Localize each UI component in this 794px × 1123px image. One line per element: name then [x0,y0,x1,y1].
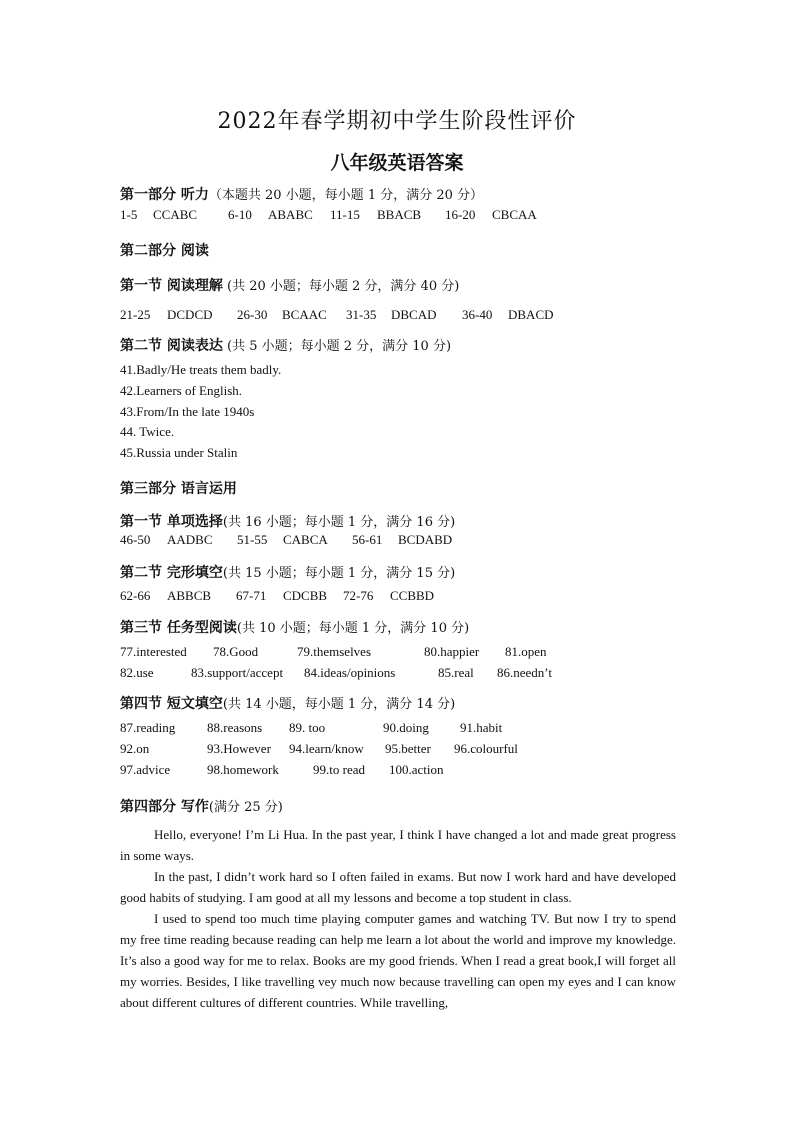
answer-range: 16-20 [445,207,476,222]
part4-title: 第四部分 写作 [120,799,209,815]
part3-sec3-title: 第三节 任务型阅读 [120,620,237,636]
reading-expression-answer: 44. Twice. [120,424,175,439]
part3-heading: 第三部分 语言运用 [120,481,237,497]
cloze-answer: 98.homework [207,762,279,777]
answer-range: 51-55 [237,532,268,547]
answer-key: CDCBB [283,588,328,603]
answer-key: CCABC [153,207,198,222]
part4-heading [120,796,283,816]
part4-note: (满分 25 分) [208,800,283,815]
part2-sec2-note: (共 5 小题；每小题 2 分，满分 10 分) [222,339,452,354]
task-reading-answer: 81.open [505,644,547,659]
answer-range: 36-40 [462,307,493,322]
page-subtitle: 八年级英语答案 [330,152,464,174]
cloze-answer: 89. too [289,720,326,735]
cloze-answer: 93.However [207,741,271,756]
answer-key: BCDABD [398,532,453,547]
answer-key: CCBBD [390,588,435,603]
answer-range: 26-30 [237,307,268,322]
answer-key: AADBC [167,532,213,547]
task-reading-answer: 80.happier [424,644,480,659]
answer-range: 56-61 [352,532,383,547]
answer-key: DBCAD [391,307,437,322]
answer-range: 46-50 [120,532,151,547]
essay-paragraph: I used to spend too much time playing computer games and watching TV. But now I try to spend my free time reading because reading can help me learn a lot about the world and improve my knowledge. It’s also a good way for me to relax. Books are my good friends. When I read a great book,I will forget all my worries. Besides, I like travelling vey much now because travelling can open my eyes and I can know about different cultures of different countries. While travelling, [120,911,676,1010]
part3-sec3-note: (共 10 小题；每小题 1 分，满分 10 分) [236,621,470,636]
part2-sec1-heading [120,275,459,295]
part3-sec2-title: 第二节 完形填空 [120,565,223,581]
task-reading-answer: 77.interested [120,644,187,659]
answer-range: 31-35 [346,307,377,322]
answer-range: 21-25 [120,307,151,322]
part3-sec2-note: (共 15 小题；每小题 1 分，满分 15 分) [222,566,456,581]
answer-range: 67-71 [236,588,267,603]
cloze-answer: 90.doing [383,720,429,735]
part3-sec2-heading [120,562,455,582]
cloze-answer: 99.to read [313,762,365,777]
part3-sec4-note: (共 14 小题，每小题 1 分，满分 14 分) [222,697,456,712]
cloze-answer: 94.learn/know [289,741,364,756]
part2-sec2-title: 第二节 阅读表达 [120,338,223,354]
answer-key: BBACB [377,207,422,222]
task-reading-answer: 82.use [120,665,154,680]
part3-sec1-note: (共 16 小题；每小题 1 分，满分 16 分) [222,515,456,530]
page-title: 2022年春学期初中学生阶段性评价 [217,109,577,134]
part3-sec4-heading [120,693,455,713]
part1-note: （本题共 20 小题，每小题 1 分，满分 20 分） [208,188,484,203]
answer-range: 1-5 [120,207,138,222]
answer-key: CBCAA [492,207,537,222]
answer-range: 11-15 [330,207,360,222]
answer-range: 72-76 [343,588,374,603]
answer-range: 6-10 [228,207,252,222]
cloze-answer: 87.reading [120,720,176,735]
task-reading-answer: 84.ideas/opinions [304,665,396,680]
cloze-answer: 100.action [389,762,444,777]
part3-sec1-heading [120,511,455,531]
reading-expression-answer: 43.From/In the late 1940s [120,404,255,419]
part3-sec1-title: 第一节 单项选择 [120,514,223,530]
reading-expression-answer: 41.Badly/He treats them badly. [120,362,282,377]
part2-sec1-title: 第一节 阅读理解 [120,278,223,294]
essay-paragraph: In the past, I didn’t work hard so I often failed in exams. But now I work hard and have developed good habits of studying. I am good at all my lessons and become a top student in class. [120,869,676,905]
reading-expression-answer: 42.Learners of English. [120,383,243,398]
answer-key: BCAAC [282,307,327,322]
part2-sec1-note: (共 20 小题；每小题 2 分，满分 40 分) [222,279,460,294]
part1-title: 第一部分 听力 [120,187,209,203]
part2-sec2-heading [120,335,451,355]
model-essay [120,824,676,1013]
task-reading-answer: 79.themselves [297,644,372,659]
answer-key: ABBCB [167,588,212,603]
cloze-answer: 92.on [120,741,150,756]
answer-key: DCDCD [167,307,213,322]
part3-sec3-heading [120,617,469,637]
task-reading-answer: 83.support/accept [191,665,284,680]
essay-paragraph: Hello, everyone! I’m Li Hua. In the past year, I think I have changed a lot and made great progress in some ways. [120,827,676,863]
cloze-answer: 88.reasons [207,720,263,735]
answer-range: 62-66 [120,588,151,603]
answer-key: ABABC [268,207,313,222]
cloze-answer: 95.better [385,741,431,756]
cloze-answer: 91.habit [460,720,503,735]
cloze-answer: 97.advice [120,762,171,777]
answer-key: DBACD [508,307,554,322]
part2-heading: 第二部分 阅读 [120,243,209,259]
part3-sec4-title: 第四节 短文填空 [120,696,223,712]
task-reading-answer: 86.needn’t [497,665,552,680]
task-reading-answer: 85.real [438,665,474,680]
answer-key: CABCA [283,532,328,547]
reading-expression-answer: 45.Russia under Stalin [120,445,238,460]
task-reading-answer: 78.Good [213,644,259,659]
cloze-answer: 96.colourful [454,741,518,756]
part1-heading [120,184,483,204]
